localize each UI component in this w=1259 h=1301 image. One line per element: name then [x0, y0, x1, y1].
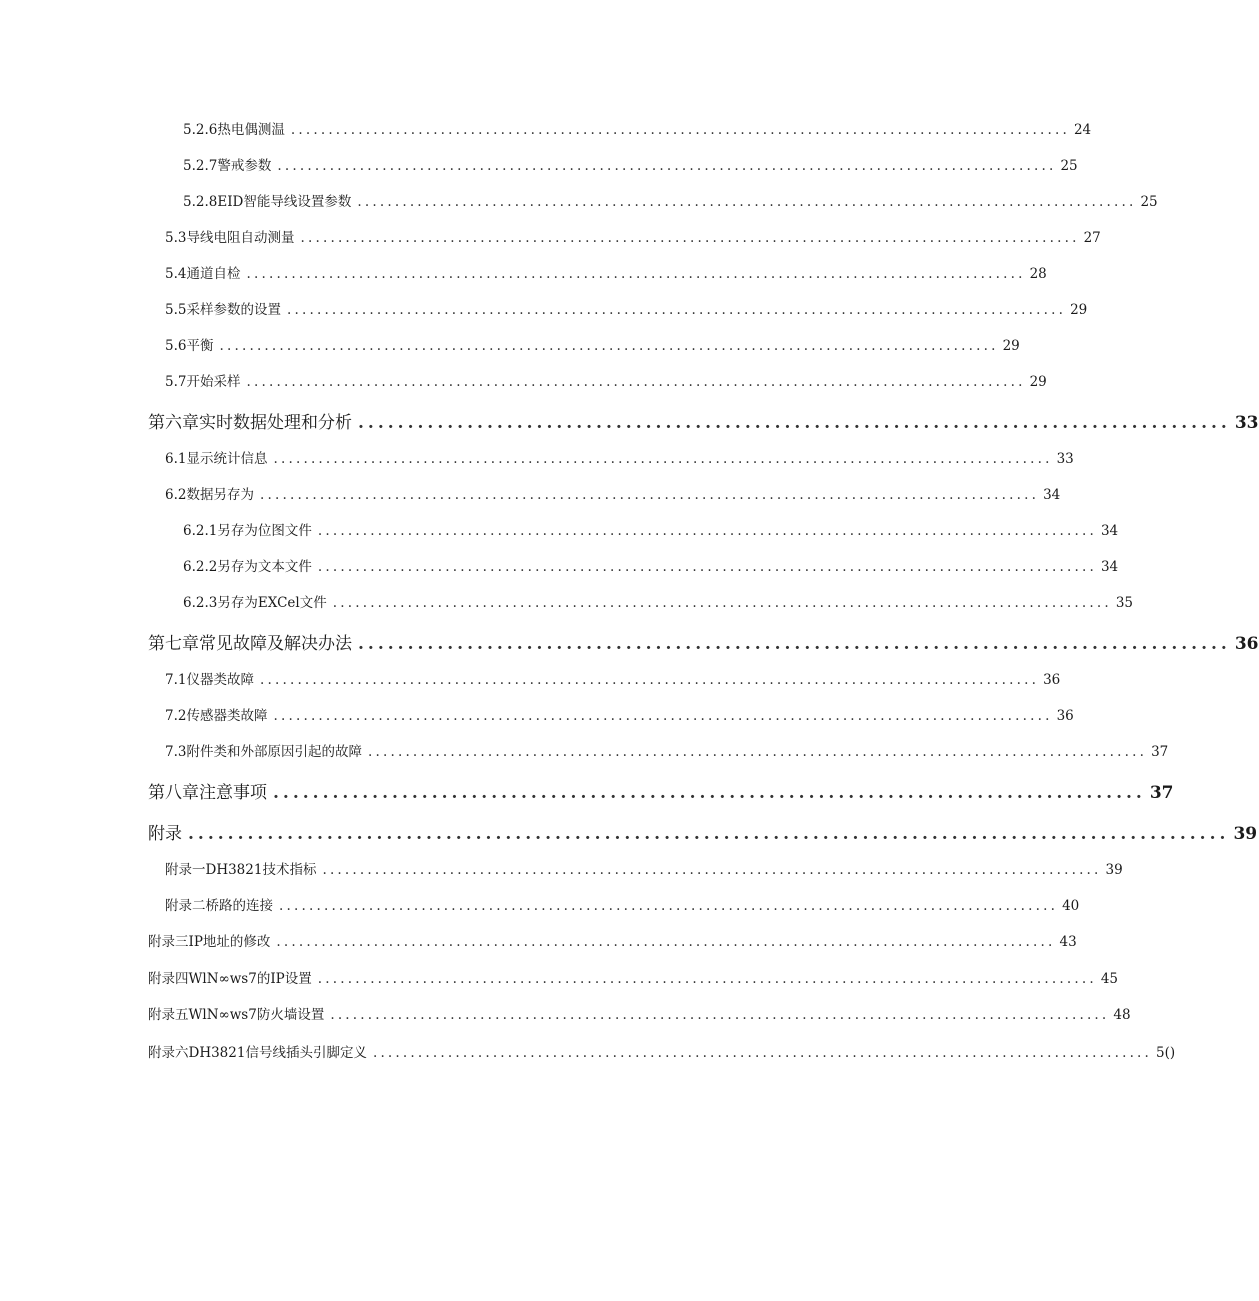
toc-entry-number: 5.2.6 — [183, 122, 218, 138]
toc-entry-page: 25 — [1060, 158, 1078, 174]
toc-entry[interactable] — [165, 262, 1047, 282]
toc-entry-page: 35 — [1115, 595, 1134, 611]
toc-entry-page: 48 — [1113, 1007, 1131, 1023]
toc-chapter-page: 37 — [1149, 783, 1174, 803]
toc-chapter-page: 39 — [1233, 824, 1258, 844]
toc-leader-dots: ........................................................................................................ — [332, 595, 1112, 611]
toc-entry-number: 附录五 — [148, 1007, 189, 1023]
toc-entry-page: 37 — [1151, 744, 1169, 760]
toc-entry[interactable] — [165, 447, 1074, 467]
toc-leader-dots: ........................................................................................................ — [273, 708, 1053, 724]
toc-chapter-entry[interactable] — [148, 778, 1174, 803]
toc-entry-title: 数据另存为 — [186, 487, 254, 503]
toc-entry-number: 附录四 — [148, 971, 189, 987]
toc-entry-number: 5.4 — [165, 266, 187, 282]
toc-entry-number: 5.5 — [165, 302, 187, 318]
toc-entry-page: 25 — [1140, 194, 1158, 210]
toc-entry[interactable] — [183, 154, 1078, 174]
toc-leader-dots: ........................................................................................................ — [317, 523, 1097, 539]
toc-leader-dots: ........................................................................................................ — [317, 559, 1097, 575]
toc-entry[interactable] — [183, 118, 1092, 138]
toc-entry-title: 导线电阻自动测量 — [186, 230, 295, 246]
toc-leader-dots: ........................................................................................................ — [259, 487, 1040, 503]
toc-entry[interactable] — [165, 298, 1088, 318]
toc-entry-number: 6.2 — [165, 487, 187, 503]
toc-leader-dots: ........................................................................................................ — [277, 158, 1057, 174]
toc-entry-title: 附件类和外部原因引起的故障 — [186, 744, 362, 760]
toc-entry-title: 采样参数的设置 — [186, 302, 281, 318]
toc-leader-dots: ........................................................................................................ — [300, 230, 1080, 246]
toc-entry[interactable] — [165, 894, 1080, 914]
toc-entry-page: 24 — [1073, 122, 1092, 138]
toc-entry-page: 29 — [1002, 338, 1020, 354]
toc-entry[interactable] — [165, 483, 1061, 503]
toc-leader-dots: ........................................................................................................ — [286, 302, 1067, 318]
toc-leader-dots: ........................................................................................................ — [273, 451, 1053, 467]
toc-entry[interactable] — [148, 967, 1119, 987]
toc-entry-title: WlN∞ws7防火墙设置 — [188, 1007, 325, 1023]
toc-entry-number: 5.6 — [165, 338, 187, 354]
toc-leader-dots: ........................................................................................................ — [317, 971, 1097, 987]
toc-entry-title: 附录一DH3821技术指标 — [165, 862, 317, 878]
toc-entry-page: 34 — [1043, 487, 1061, 503]
toc-entry-page: 45 — [1100, 971, 1119, 987]
toc-leader-dots: ........................................................................................................ — [290, 122, 1070, 138]
toc-leader-dots: ........................................................................................................ — [219, 338, 999, 354]
toc-entry[interactable] — [183, 190, 1158, 210]
toc-entry-page: 34 — [1100, 523, 1119, 539]
toc-entry[interactable] — [165, 334, 1020, 354]
toc-entry[interactable] — [165, 858, 1123, 878]
toc-chapter-page: 36 — [1234, 634, 1259, 654]
toc-chapter-entry[interactable] — [148, 629, 1259, 654]
toc-entry-number: 5.7 — [165, 374, 187, 390]
toc-entry-page: 29 — [1070, 302, 1088, 318]
toc-entry-title: EID智能导线设置参数 — [217, 194, 352, 210]
toc-entry-title: 仪器类故障 — [186, 672, 254, 688]
toc-chapter-title: 第七章常见故障及解决办法 — [148, 634, 352, 654]
toc-entry-page: 39 — [1105, 862, 1123, 878]
toc-entry-number: 5.2.8 — [183, 194, 218, 210]
toc-leader-dots: ........................................................................................................ — [367, 744, 1148, 760]
toc-entry[interactable] — [165, 740, 1169, 760]
toc-entry[interactable] — [148, 930, 1077, 950]
toc-entry-number: 6.2.3 — [183, 595, 218, 611]
toc-entry-title: 传感器类故障 — [186, 708, 268, 724]
toc-leader-dots: ........................................................................................................ — [372, 1045, 1153, 1061]
toc-entry-number: 7.2 — [165, 708, 187, 724]
toc-entry-title: 显示统计信息 — [186, 451, 268, 467]
toc-entry-number: 6.2.1 — [183, 523, 218, 539]
toc-leader-dots: ........................................................................................................ — [330, 1007, 1110, 1023]
toc-entry-page: 36 — [1056, 708, 1074, 724]
toc-entry-page: 36 — [1043, 672, 1061, 688]
toc-entry-title: 警戒参数 — [217, 158, 272, 174]
toc-entry-title: 附录三IP地址的修改 — [148, 934, 271, 950]
toc-entry-number: 7.3 — [165, 744, 187, 760]
toc-entry[interactable] — [148, 1003, 1131, 1023]
toc-entry[interactable] — [165, 370, 1047, 390]
toc-leader-dots: ........................................................................................................ — [322, 862, 1102, 878]
toc-leader-dots: ........................................................................................ — [273, 783, 1146, 803]
toc-chapter-title: 第六章实时数据处理和分析 — [148, 413, 352, 433]
toc-leader-dots: ........................................................................................................ — [259, 672, 1040, 688]
toc-entry-title: 附录二桥路的连接 — [165, 898, 273, 914]
toc-entry-page: 34 — [1100, 559, 1119, 575]
toc-entry-page: 5() — [1156, 1045, 1176, 1061]
toc-chapter-title: 第八章注意事项 — [148, 783, 267, 803]
toc-entry-number: 6.2.2 — [183, 559, 218, 575]
toc-chapter-page: 33 — [1234, 413, 1259, 433]
toc-entry-page: 29 — [1029, 374, 1047, 390]
toc-entry-number: 5.3 — [165, 230, 187, 246]
toc-entry-title: 热电偶测温 — [217, 122, 285, 138]
toc-entry-title: 附录六DH3821信号线插头引脚定义 — [148, 1045, 367, 1061]
toc-entry[interactable] — [165, 704, 1074, 724]
toc-entry-number: 6.1 — [165, 451, 187, 467]
toc-chapter-entry[interactable] — [148, 819, 1258, 844]
toc-entry-title: 通道自检 — [186, 266, 241, 282]
toc-leader-dots: ........................................................................................................ — [279, 898, 1059, 914]
toc-leader-dots: ........................................................................................................ — [357, 194, 1137, 210]
toc-chapter-entry[interactable] — [148, 408, 1259, 433]
toc-entry[interactable] — [148, 1041, 1176, 1061]
toc-leader-dots: ......................................................................................................... — [188, 824, 1230, 844]
toc-entry-title: 平衡 — [186, 338, 214, 354]
toc-entry-page: 28 — [1029, 266, 1047, 282]
toc-chapter-title: 附录 — [148, 824, 182, 844]
toc-leader-dots: ........................................................................................................ — [276, 934, 1056, 950]
toc-entry[interactable] — [183, 555, 1119, 575]
toc-entry[interactable] — [165, 668, 1061, 688]
toc-entry-page: 33 — [1056, 451, 1074, 467]
toc-entry-page: 27 — [1083, 230, 1101, 246]
toc-entry[interactable] — [183, 519, 1119, 539]
toc-entry-title: 另存为EXCel文件 — [217, 595, 327, 611]
toc-entry-number: 5.2.7 — [183, 158, 218, 174]
toc-entry-page: 43 — [1059, 934, 1077, 950]
toc-entry[interactable] — [165, 226, 1101, 246]
toc-entry[interactable] — [183, 591, 1134, 611]
toc-entry-title: 另存为位图文件 — [217, 523, 312, 539]
toc-entry-page: 40 — [1062, 898, 1080, 914]
toc-leader-dots: ........................................................................................................ — [246, 374, 1026, 390]
toc-leader-dots: ........................................................................................................ — [246, 266, 1026, 282]
toc-entry-title: 开始采样 — [186, 374, 241, 390]
toc-entry-title: 另存为文本文件 — [217, 559, 312, 575]
toc-leader-dots: ........................................................................................ — [358, 634, 1231, 654]
toc-leader-dots: ........................................................................................ — [358, 413, 1231, 433]
toc-entry-number: 7.1 — [165, 672, 187, 688]
toc-entry-title: WlN∞ws7的IP设置 — [188, 971, 312, 987]
